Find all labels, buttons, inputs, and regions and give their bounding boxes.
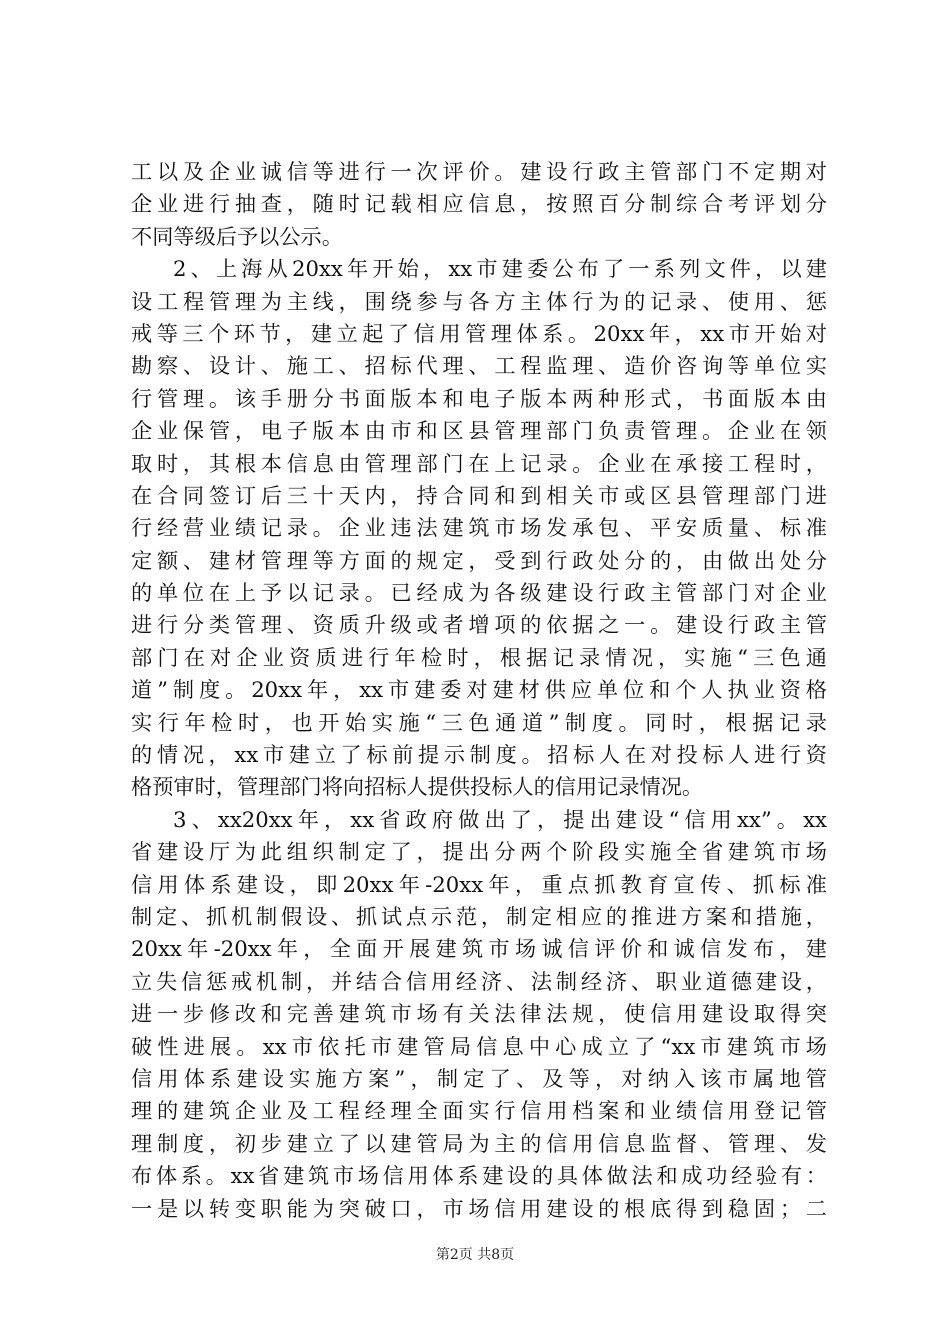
text-line: 企业保管，电子版本由市和区县管理部门负责管理。企业在领	[131, 418, 827, 444]
text-line: 省建设厅为此组织制定了，提出分两个阶段实施全省建筑市场	[131, 839, 827, 865]
text-line: 的单位在上予以记录。已经成为各级建设行政主管部门对企业	[131, 580, 827, 606]
text-line: 行管理。该手册分书面版本和电子版本两种形式，书面版本由	[131, 385, 827, 411]
text-line: 布体系。xx省建筑市场信用体系建设的具体做法和成功经验有：	[131, 1163, 827, 1189]
text-line: 2、上海从20xx年开始，xx市建委公布了一系列文件，以建	[173, 256, 827, 282]
document-body	[131, 156, 827, 1225]
text-line: 道”制度。20xx年，xx市建委对建材供应单位和个人执业资格	[131, 677, 827, 703]
text-line: 在合同签订后三十天内，持合同和到相关市或区县管理部门进	[131, 482, 827, 508]
text-line: 不同等级后予以公示。	[131, 223, 343, 249]
text-line: 企业进行抽查，随时记载相应信息，按照百分制综合考评划分	[131, 191, 827, 217]
text-line: 进一步修改和完善建筑市场有关法律法规，使信用建设取得突	[131, 1001, 827, 1027]
text-line: 3、xx20xx年，xx省政府做出了，提出建设“信用xx”。xx	[173, 806, 827, 832]
text-line: 一是以转变职能为突破口，市场信用建设的根底得到稳固；二	[131, 1195, 827, 1221]
text-line: 取时，其根本信息由管理部门在上记录。企业在承接工程时，	[131, 450, 827, 476]
text-line: 理制度，初步建立了以建管局为主的信用信息监督、管理、发	[131, 1130, 827, 1156]
text-line: 信用体系建设实施方案”，制定了、及等，对纳入该市属地管	[131, 1065, 827, 1091]
text-line: 破性进展。xx市依托市建管局信息中心成立了“xx市建筑市场	[131, 1033, 827, 1059]
page-footer: 第2页 共8页	[435, 1247, 515, 1263]
text-line: 定额、建材管理等方面的规定，受到行政处分的，由做出处分	[131, 547, 827, 573]
text-line: 戒等三个环节，建立起了信用管理体系。20xx年，xx市开始对	[131, 320, 827, 346]
text-line: 勘察、设计、施工、招标代理、工程监理、造价咨询等单位实	[131, 353, 827, 379]
text-line: 理的建筑企业及工程经理全面实行信用档案和业绩信用登记管	[131, 1098, 827, 1124]
text-line: 实行年检时，也开始实施“三色通道”制度。同时，根据记录	[131, 709, 827, 735]
text-line: 的情况，xx市建立了标前提示制度。招标人在对投标人进行资	[131, 742, 827, 768]
text-line: 信用体系建设，即20xx年-20xx年，重点抓教育宣传、抓标准	[131, 871, 827, 897]
text-line: 20xx年-20xx年，全面开展建筑市场诚信评价和诚信发布，建	[131, 936, 827, 962]
text-line: 制定、抓机制假设、抓试点示范，制定相应的推进方案和措施，	[131, 903, 827, 929]
text-line: 部门在对企业资质进行年检时，根据记录情况，实施“三色通	[131, 644, 827, 670]
text-line: 行经营业绩记录。企业违法建筑市场发承包、平安质量、标准	[131, 515, 827, 541]
text-line: 立失信惩戒机制，并结合信用经济、法制经济、职业道德建设，	[131, 968, 827, 994]
text-line: 工以及企业诚信等进行一次评价。建设行政主管部门不定期对	[131, 159, 827, 184]
text-line: 格预审时，管理部门将向招标人提供投标人的信用记录情况。	[131, 774, 704, 800]
text-line: 进行分类管理、资质升级或者增项的依据之一。建设行政主管	[131, 612, 827, 638]
text-line: 设工程管理为主线，围绕参与各方主体行为的记录、使用、惩	[131, 288, 827, 314]
